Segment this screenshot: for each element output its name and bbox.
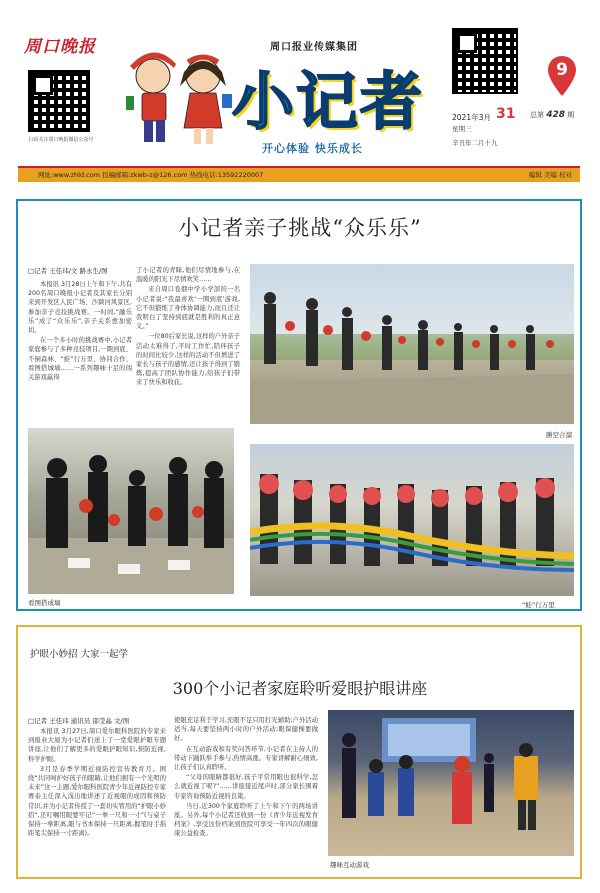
paragraph: 在一个多小时的挑战赛中,小记者家庭参与了多种竞技项目,一圈到底、不倒森林、“蛙”行万里、协同合作、看图搭城墙……一系列趣味十足的闯关游戏赢得 (28, 337, 132, 382)
paragraph: 了小记者的青睐,他们尽情地参与,在温暖的阳光下尽情欢笑…… (136, 267, 240, 284)
story-2-kicker: 护眼小妙招 大家一起学 (30, 649, 129, 660)
issue-number (530, 110, 574, 120)
date-day: 31 (496, 106, 516, 122)
issue-label: 总第 (530, 111, 544, 119)
paragraph: 本报讯 3月28日上午和下午,共有200名周口晚报小记者及其家长分别来到开发区人民广场、沙颍河风景区,参加亲子竞技挑战赛。一时间,“融乐乐”成了“众乐乐”,亲子关系愈加密切。 (28, 281, 132, 335)
paragraph: 当日,近300个家庭聆听了上午和下午的两场讲座。另外,每个小记者还收到一份《青少年近视发育档案》,享受这份档案到医院可享受一年四次的眼健康公益检查。 (174, 802, 318, 838)
story-1-caption-bottom-left: 看图搭成墙 (28, 599, 61, 607)
paragraph: “父母的眼睛都很好,孩子平常用眼也很科学,怎么就近视了呢?”……讲座接近尾声时,部分家长围着专家咨询预防近视的良策。 (174, 774, 318, 800)
story-1-caption-bottom-right: “蛙”行万里 (522, 601, 555, 609)
story-1-photo-bottom-right (250, 444, 574, 596)
date-year-month: 2021年3月 (452, 113, 491, 122)
page-number-badge (546, 54, 578, 98)
weekday: 星期三 (452, 125, 472, 133)
story-1-photo-bottom-left (28, 428, 234, 594)
issue-suffix: 期 (567, 111, 575, 119)
story-1-column-2 (136, 266, 240, 389)
info-bar (18, 166, 580, 182)
story-2-photo (328, 710, 574, 856)
story-2-byline: □记者 王佳玮 通讯员 邵莹晶 文/图 (28, 717, 130, 725)
masthead (0, 0, 600, 190)
paragraph: 在互动游戏和有奖问答环节,小记者在主持人的带动下踊跃举手参与,热情高涨。专家讲解耐心细致,让孩子们认真聆听。 (174, 745, 318, 772)
paragraph: 使眼充足利于学习,充眼不足只用打光辅助;户外活动适当,每天要坚持两小时的户外活动;眼保健操要做好。 (174, 717, 318, 743)
story-1-byline: □记者 王佳玮/文 路永生/图 (28, 267, 108, 275)
cartoon-kids-illustration (118, 48, 238, 158)
group-name: 周口报业传媒集团 (270, 42, 358, 53)
story-2-photo-caption: 趣味互动游戏 (330, 861, 369, 869)
editors-line: 编辑 美编 校对 (528, 171, 572, 179)
lunar-date: 辛丑年二月十九 (452, 139, 498, 147)
masthead-slogan: 开心体验 快乐成长 (262, 142, 363, 155)
story-1-photo-top-right (250, 264, 574, 424)
story-1-caption-top-right: 勝空合溜 (546, 431, 572, 439)
paragraph: 一位80后家长说,这样的户外亲子活动太难得了,平时工作忙,陪伴孩子的时间比较少,这样的活动不但增进了家长与孩子的感情,还让孩子得到了锻炼,提高了团队协作能力,给孩子们带来了快乐和收获。 (136, 333, 240, 387)
right-qr-code (452, 28, 518, 94)
left-qr-caption: 扫码关注周口晚报微信公众号 (28, 137, 94, 143)
paragraph: 来自周口卷烟中学小学部的一名小记者说:“我最喜欢‘一圈到底’游戏,它不但锻炼了身体协调能力,而且还让我明白了坚持到底就是胜利的真正意义。” (136, 286, 240, 331)
story-2-column-2 (174, 716, 318, 840)
paragraph: 本报讯 3月27日,周口爱尔眼科医院的专家来到报业大厦为小记者们送上了一堂爱眼护眼专题讲座,让他们了解更多的爱眼护眼知识,预防近视,科学护眼。 (28, 728, 166, 763)
story-1-headline: 小记者亲子挑战“众乐乐” (178, 216, 422, 240)
info-bar-text: 网址:www.zhld.com 投稿邮箱:zkwb-z@126.com 热线电话:13592220007 (38, 171, 264, 179)
paragraph: 3月是春季学期近视防控宣传教育月。围绕“共同呵护好孩子的眼睛,让他们拥有一个光明的未来”这一主题,爱尔眼科医院青少年近视防控专家赛泰主任深入浅出地讲述了近视眼的成因和预防常识,并为小记者传授了一套切实管用的“护眼小妙招”,还叮嘱用眼要牢记“一拳一尺和一寸”(与桌子保持一拳距离,眼与书本保持一尺距离,握笔时手指距笔尖保持一寸距离), (28, 765, 166, 838)
left-qr-code (28, 70, 90, 132)
story-1-column-1 (28, 280, 132, 383)
story-2-headline: 300个小记者家庭聆听爱眼护眼讲座 (172, 679, 428, 698)
page-number: 9 (556, 60, 568, 80)
masthead-title: 小记者 (232, 65, 425, 138)
left-logo: 周口晚报 (24, 37, 96, 57)
story-2-column-1 (28, 727, 166, 839)
issue-no: 428 (546, 110, 566, 120)
